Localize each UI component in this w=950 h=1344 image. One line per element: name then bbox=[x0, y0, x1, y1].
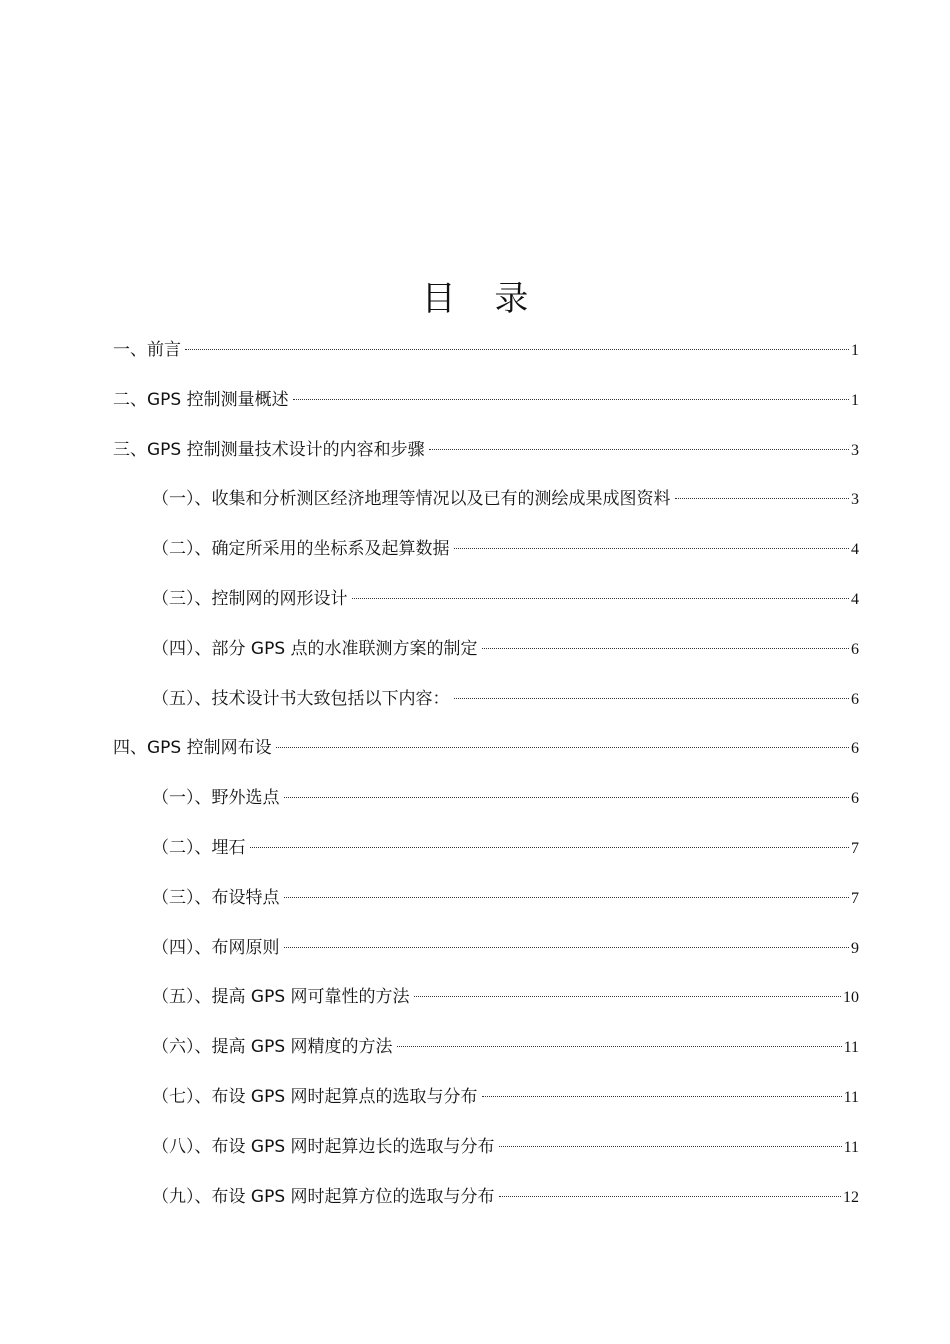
toc-page-number: 4 bbox=[851, 541, 859, 559]
toc-entry[interactable] bbox=[152, 534, 859, 564]
toc-entry-text: （五）、技术设计书大致包括以下内容： bbox=[152, 688, 450, 709]
toc-dot-leader bbox=[293, 399, 849, 400]
toc-entry[interactable] bbox=[113, 435, 859, 465]
toc-dot-leader bbox=[454, 548, 850, 549]
toc-dot-leader bbox=[429, 449, 849, 450]
toc-entry[interactable] bbox=[152, 833, 859, 863]
toc-entry[interactable] bbox=[152, 1082, 859, 1112]
toc-entry[interactable] bbox=[113, 733, 859, 763]
toc-dot-leader bbox=[284, 897, 850, 898]
toc-entry-text: （三）、布设特点 bbox=[152, 887, 280, 908]
toc-page-number: 11 bbox=[843, 1089, 859, 1106]
toc-dot-leader bbox=[276, 747, 849, 748]
toc-entry-text: 一、前言 bbox=[113, 340, 181, 360]
toc-entry[interactable] bbox=[113, 385, 859, 415]
toc-entry[interactable] bbox=[152, 634, 859, 664]
toc-page-number: 12 bbox=[843, 1188, 859, 1206]
toc-dot-leader bbox=[482, 1096, 842, 1097]
toc-entry-text: （九）、布设 GPS 网时起算方位的选取与分布 bbox=[152, 1186, 495, 1207]
toc-entry[interactable] bbox=[152, 933, 859, 963]
toc-entry-text: （二）、确定所采用的坐标系及起算数据 bbox=[152, 539, 450, 560]
toc-entry[interactable] bbox=[152, 982, 859, 1012]
toc-entry[interactable] bbox=[152, 584, 859, 614]
toc-entry-text: （三）、控制网的网形设计 bbox=[152, 589, 348, 609]
toc-dot-leader bbox=[284, 797, 850, 798]
toc-entry-text: 二、GPS 控制测量概述 bbox=[113, 389, 289, 410]
toc-entry[interactable] bbox=[152, 1032, 859, 1062]
toc-dot-leader bbox=[284, 947, 850, 948]
toc-dot-leader bbox=[499, 1146, 842, 1147]
toc-entry-text: （一）、野外选点 bbox=[152, 788, 280, 809]
toc-page-number: 6 bbox=[851, 640, 859, 658]
toc-dot-leader bbox=[675, 498, 850, 499]
toc-page-number: 1 bbox=[851, 391, 859, 409]
toc-page-number: 11 bbox=[843, 1138, 859, 1156]
toc-entry-text: 三、GPS 控制测量技术设计的内容和步骤 bbox=[113, 439, 425, 460]
toc-page-number: 9 bbox=[851, 939, 859, 957]
toc-entry-text: 四、GPS 控制网布设 bbox=[113, 738, 272, 759]
toc-page-number: 3 bbox=[851, 491, 859, 509]
toc-page-number: 7 bbox=[851, 840, 859, 857]
toc-dot-leader bbox=[250, 847, 850, 848]
toc-entry-text: （四）、部分 GPS 点的水准联测方案的制定 bbox=[152, 638, 478, 659]
toc-entry[interactable] bbox=[152, 684, 859, 714]
toc-dot-leader bbox=[482, 648, 849, 649]
toc-dot-leader bbox=[352, 598, 850, 599]
toc-page-number: 1 bbox=[851, 342, 859, 359]
toc-dot-leader bbox=[397, 1046, 842, 1047]
toc-page-number: 7 bbox=[851, 889, 859, 907]
toc-dot-leader bbox=[414, 996, 841, 997]
toc-entry-text: （八）、布设 GPS 网时起算边长的选取与分布 bbox=[152, 1136, 495, 1157]
toc-entry[interactable] bbox=[113, 335, 859, 365]
toc-page-number: 10 bbox=[843, 989, 859, 1007]
toc-dot-leader bbox=[185, 349, 849, 350]
toc-entry-text: （六）、提高 GPS 网精度的方法 bbox=[152, 1037, 393, 1058]
toc-entry[interactable] bbox=[152, 883, 859, 913]
toc-entry-text: （一）、收集和分析测区经济地理等情况以及已有的测绘成果成图资料 bbox=[152, 489, 671, 510]
toc-entry-text: （四）、布网原则 bbox=[152, 937, 280, 958]
toc-page-number: 6 bbox=[851, 790, 859, 808]
toc-page-number: 6 bbox=[851, 690, 859, 708]
toc-entry[interactable] bbox=[152, 484, 859, 514]
toc-page-number: 6 bbox=[851, 740, 859, 758]
toc-dot-leader bbox=[499, 1196, 841, 1197]
toc-entry-text: （七）、布设 GPS 网时起算点的选取与分布 bbox=[152, 1087, 478, 1107]
toc-title: 目 录 bbox=[421, 279, 543, 319]
toc-dot-leader bbox=[454, 698, 850, 699]
toc-page-number: 4 bbox=[851, 591, 859, 608]
toc-entry-text: （二）、埋石 bbox=[152, 838, 246, 858]
toc-entry[interactable] bbox=[152, 1132, 859, 1162]
toc-page-number: 3 bbox=[851, 441, 859, 459]
toc-entry[interactable] bbox=[152, 1182, 859, 1212]
toc-entry[interactable] bbox=[152, 783, 859, 813]
toc-entry-text: （五）、提高 GPS 网可靠性的方法 bbox=[152, 987, 410, 1008]
toc-page-number: 11 bbox=[843, 1039, 859, 1057]
